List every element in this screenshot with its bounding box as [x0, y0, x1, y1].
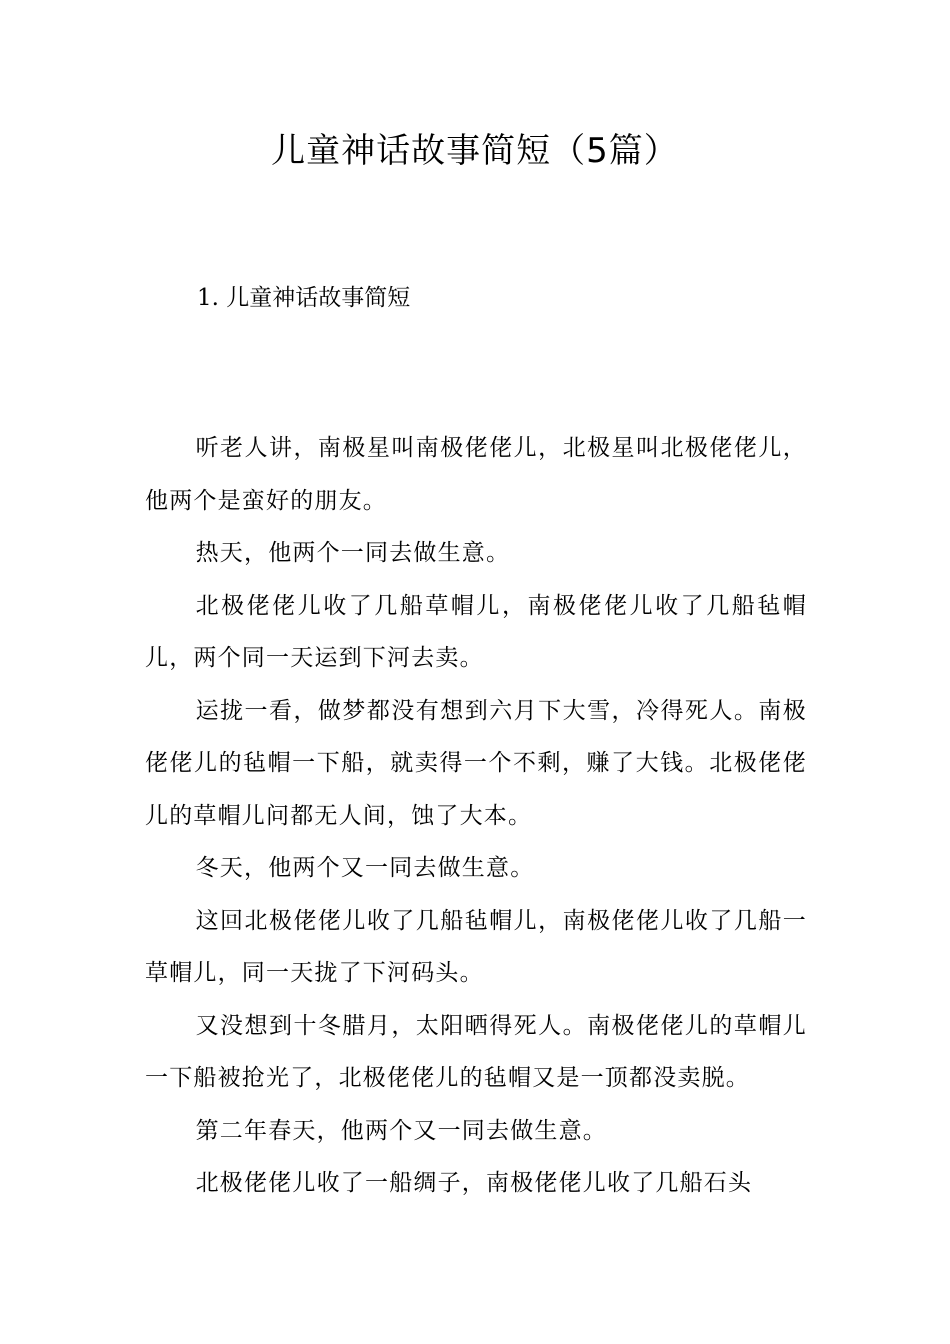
- paragraph-1: 听老人讲，南极星叫南极佬佬儿，北极星叫北极佬佬儿，他两个是蛮好的朋友。: [145, 435, 807, 514]
- document-title: 儿童神话故事简短（5篇）: [271, 131, 679, 171]
- paragraph-4: 运拢一看，做梦都没有想到六月下大雪，冷得死人。南极佬佬儿的毡帽一下船，就卖得一个不剩，赚了大钱。北极佬佬儿的草帽儿问都无人间，蚀了大本。: [145, 697, 807, 829]
- paragraph-6: 这回北极佬佬儿收了几船毡帽儿，南极佬佬儿收了几船一草帽儿，同一天拢了下河码头。: [145, 907, 807, 986]
- section-heading: 1. 儿童神话故事简短: [197, 285, 411, 311]
- paragraph-8: 第二年春天，他两个又一同去做生意。: [195, 1117, 607, 1144]
- paragraph-9: 北极佬佬儿收了一船绸子，南极佬佬儿收了几船石头: [195, 1170, 753, 1196]
- paragraph-2: 热天，他两个一同去做生意。: [195, 540, 511, 566]
- story-body: [145, 422, 807, 1210]
- paragraph-5: 冬天，他两个又一同去做生意。: [195, 855, 535, 881]
- paragraph-3: 北极佬佬儿收了几船草帽儿，南极佬佬儿收了几船毡帽儿，两个同一天运到下河去卖。: [145, 592, 807, 671]
- paragraph-7: 又没想到十冬腊月，太阳晒得死人。南极佬佬儿的草帽儿一下船被抢光了，北极佬佬儿的毡帽又是一顶都没卖脱。: [145, 1012, 807, 1091]
